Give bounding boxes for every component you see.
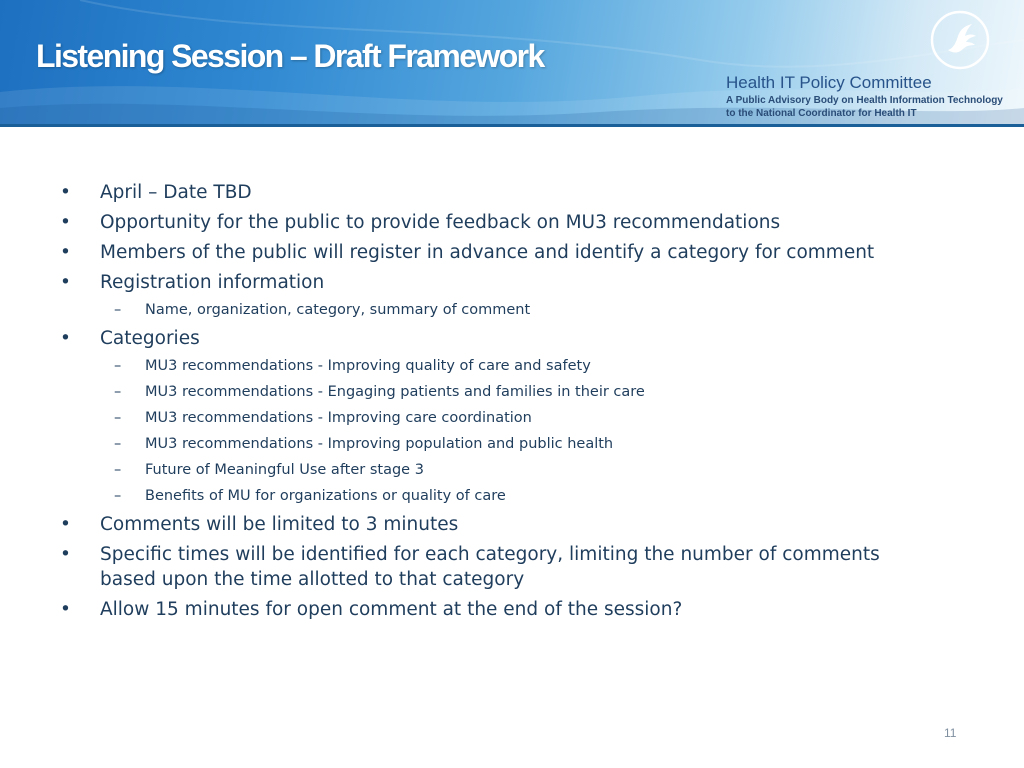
slide-title: Listening Session – Draft Framework (36, 38, 544, 74)
bullet-item: • Members of the public will register in advance and identify a category for comment (60, 240, 920, 265)
sub-bullet-item: – MU3 recommendations - Improving population and public health (60, 434, 920, 455)
slide-body (60, 180, 920, 627)
header-banner (0, 0, 1024, 127)
org-name: Health IT Policy Committee (726, 73, 932, 92)
sub-bullet-item: – Benefits of MU for organizations or quality of care (60, 486, 920, 507)
page-number: 11 (944, 726, 957, 740)
sub-bullet-item: – Name, organization, category, summary of comment (60, 300, 920, 321)
sub-bullet-item: – MU3 recommendations - Engaging patients and families in their care (60, 382, 920, 403)
sub-bullet-item: – MU3 recommendations - Improving quality of care and safety (60, 356, 920, 377)
sub-bullet-item: – MU3 recommendations - Improving care coordination (60, 408, 920, 429)
hhs-eagle-icon (928, 8, 992, 72)
bullet-item: • Comments will be limited to 3 minutes (60, 512, 920, 537)
bullet-item: • Specific times will be identified for each category, limiting the number of comments based upon the time allotted to that category (60, 542, 920, 592)
bullet-item: • Opportunity for the public to provide feedback on MU3 recommendations (60, 210, 920, 235)
bullet-item: • Categories (60, 326, 920, 351)
bullet-item: • Registration information (60, 270, 920, 295)
sub-bullet-item: – Future of Meaningful Use after stage 3 (60, 460, 920, 481)
banner-divider (0, 124, 1024, 127)
org-subtitle-line-2: to the National Coordinator for Health IT (726, 108, 917, 119)
bullet-item: • April – Date TBD (60, 180, 920, 205)
org-subtitle-line-1: A Public Advisory Body on Health Information Technology (726, 95, 1003, 106)
bullet-item: • Allow 15 minutes for open comment at the end of the session? (60, 597, 920, 622)
